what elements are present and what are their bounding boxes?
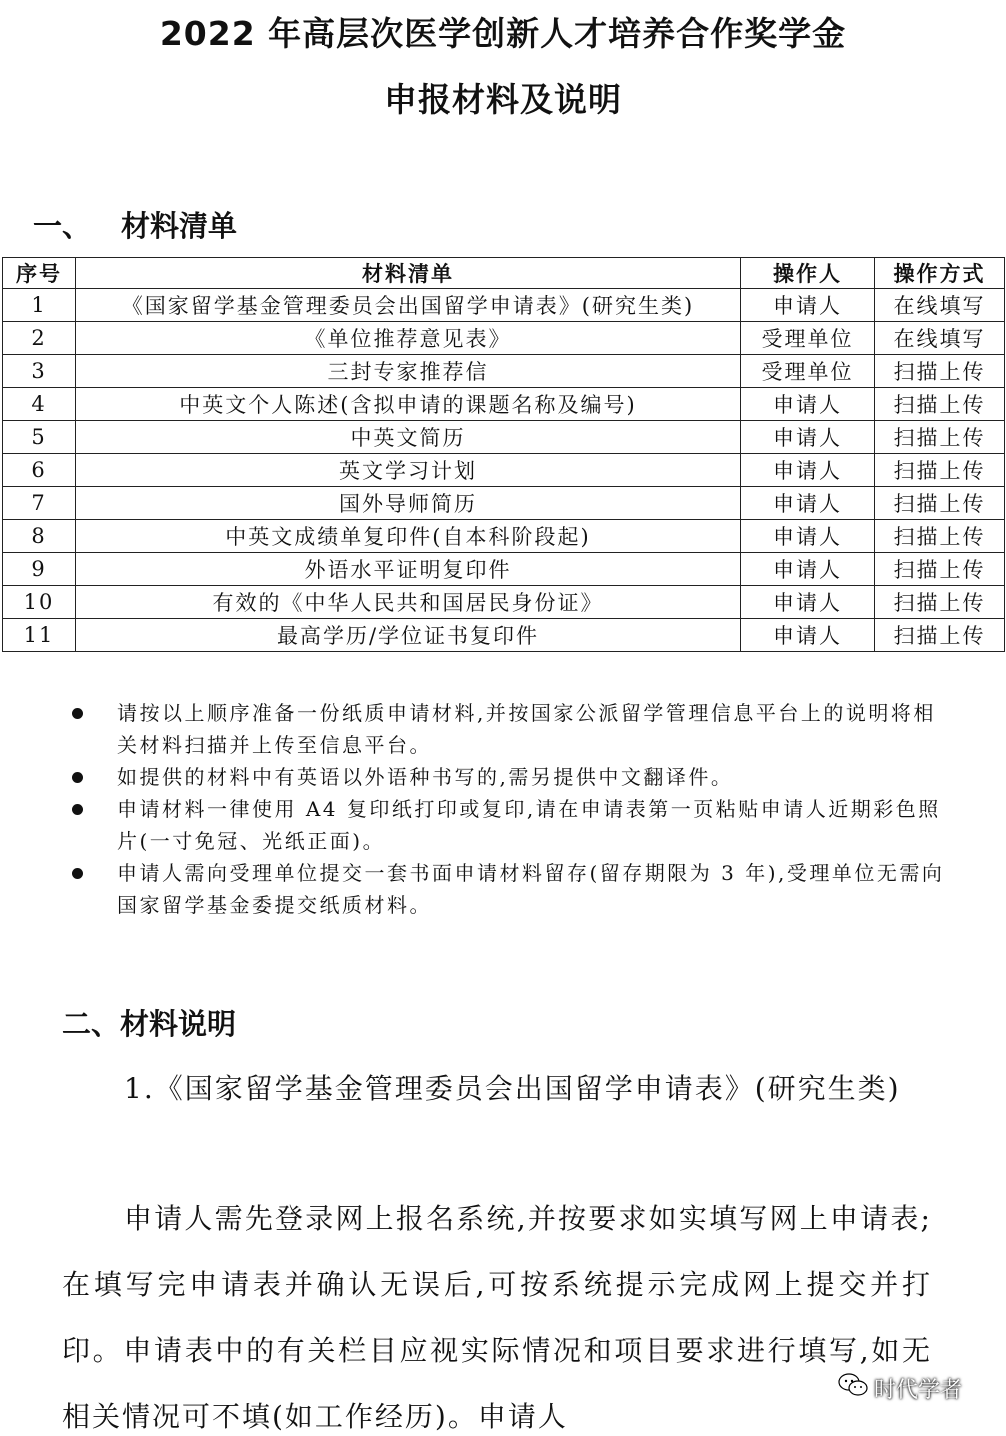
cell-index: 10 xyxy=(3,586,76,619)
table-row xyxy=(3,322,1005,355)
table-row xyxy=(3,553,1005,586)
header-method: 操作方式 xyxy=(875,258,1005,289)
cell-operator: 受理单位 xyxy=(741,322,875,355)
cell-index: 6 xyxy=(3,454,76,487)
cell-method: 扫描上传 xyxy=(875,454,1005,487)
header-material: 材料清单 xyxy=(76,258,741,289)
note-item xyxy=(60,697,950,761)
section1-heading-text: 材料清单 xyxy=(121,209,238,243)
cell-index: 8 xyxy=(3,520,76,553)
cell-material: 《国家留学基金管理委员会出国留学申请表》(研究生类) xyxy=(76,289,741,322)
table-row xyxy=(3,421,1005,454)
cell-material: 最高学历/学位证书复印件 xyxy=(76,619,741,652)
cell-operator: 申请人 xyxy=(741,586,875,619)
cell-method: 扫描上传 xyxy=(875,355,1005,388)
item1-title: 1.《国家留学基金管理委员会出国留学申请表》(研究生类) xyxy=(124,1072,901,1105)
cell-material: 中英文个人陈述(含拟申请的课题名称及编号) xyxy=(76,388,741,421)
bullet-icon xyxy=(72,804,83,815)
cell-method: 扫描上传 xyxy=(875,553,1005,586)
cell-index: 5 xyxy=(3,421,76,454)
cell-method: 扫描上传 xyxy=(875,619,1005,652)
section2-heading: 二、材料说明 xyxy=(62,1007,237,1041)
table-row xyxy=(3,355,1005,388)
cell-method: 扫描上传 xyxy=(875,586,1005,619)
header-index: 序号 xyxy=(3,258,76,289)
cell-index: 2 xyxy=(3,322,76,355)
note-item xyxy=(60,793,950,857)
note-text: 如提供的材料中有英语以外语种书写的,需另提供中文翻译件。 xyxy=(117,765,734,789)
header-operator: 操作人 xyxy=(741,258,875,289)
cell-method: 扫描上传 xyxy=(875,487,1005,520)
table-row xyxy=(3,388,1005,421)
document-title: 2022 年高层次医学创新人才培养合作奖学金 xyxy=(159,14,847,53)
cell-operator: 申请人 xyxy=(741,421,875,454)
note-text: 申请材料一律使用 A4 复印纸打印或复印,请在申请表第一页粘贴申请人近期彩色照片(一寸免冠、光纸正面)。 xyxy=(117,797,941,853)
cell-material: 中英文简历 xyxy=(76,421,741,454)
bullet-icon xyxy=(72,868,83,879)
bullet-icon xyxy=(72,708,83,719)
table-row xyxy=(3,520,1005,553)
watermark-text: 时代学者 xyxy=(874,1377,963,1403)
table-header-row xyxy=(3,258,1005,289)
cell-method: 扫描上传 xyxy=(875,421,1005,454)
bullet-icon xyxy=(72,772,83,783)
table-row xyxy=(3,619,1005,652)
section1-heading xyxy=(33,204,237,245)
cell-index: 11 xyxy=(3,619,76,652)
cell-operator: 受理单位 xyxy=(741,355,875,388)
notes-list xyxy=(60,697,950,921)
table-row xyxy=(3,454,1005,487)
table-row xyxy=(3,586,1005,619)
table-row xyxy=(3,487,1005,520)
document-subtitle: 申报材料及说明 xyxy=(384,80,622,119)
cell-material: 三封专家推荐信 xyxy=(76,355,741,388)
note-item xyxy=(60,857,950,921)
section1-heading-number: 一、 xyxy=(33,209,92,243)
cell-material: 国外导师简历 xyxy=(76,487,741,520)
cell-operator: 申请人 xyxy=(741,619,875,652)
cell-material: 英文学习计划 xyxy=(76,454,741,487)
note-text: 请按以上顺序准备一份纸质申请材料,并按国家公派留学管理信息平台上的说明将相关材料扫描并上传至信息平台。 xyxy=(117,701,936,757)
cell-index: 9 xyxy=(3,553,76,586)
watermark xyxy=(838,1372,962,1404)
cell-material: 有效的《中华人民共和国居民身份证》 xyxy=(76,586,741,619)
cell-index: 1 xyxy=(3,289,76,322)
cell-method: 在线填写 xyxy=(875,289,1005,322)
cell-operator: 申请人 xyxy=(741,487,875,520)
cell-operator: 申请人 xyxy=(741,520,875,553)
note-text: 申请人需向受理单位提交一套书面申请材料留存(留存期限为 3 年),受理单位无需向国家留学基金委提交纸质材料。 xyxy=(117,861,945,917)
cell-index: 7 xyxy=(3,487,76,520)
cell-method: 扫描上传 xyxy=(875,520,1005,553)
cell-operator: 申请人 xyxy=(741,388,875,421)
cell-operator: 申请人 xyxy=(741,289,875,322)
note-item xyxy=(60,761,950,793)
cell-material: 外语水平证明复印件 xyxy=(76,553,741,586)
table-row xyxy=(3,289,1005,322)
cell-operator: 申请人 xyxy=(741,454,875,487)
cell-method: 扫描上传 xyxy=(875,388,1005,421)
wechat-icon xyxy=(838,1372,868,1404)
cell-material: 中英文成绩单复印件(自本科阶段起) xyxy=(76,520,741,553)
item1-body: 申请人需先登录网上报名系统,并按要求如实填写网上申请表;在填写完申请表并确认无误后,可按系统提示完成网上提交并打印。申请表中的有关栏目应视实际情况和项目要求进行填写,如无相关情况可不填(如工作经历)。申请人 xyxy=(62,1202,932,1433)
cell-index: 4 xyxy=(3,388,76,421)
cell-index: 3 xyxy=(3,355,76,388)
materials-table xyxy=(2,257,1005,652)
cell-operator: 申请人 xyxy=(741,553,875,586)
cell-material: 《单位推荐意见表》 xyxy=(76,322,741,355)
table-body xyxy=(3,289,1005,652)
cell-method: 在线填写 xyxy=(875,322,1005,355)
